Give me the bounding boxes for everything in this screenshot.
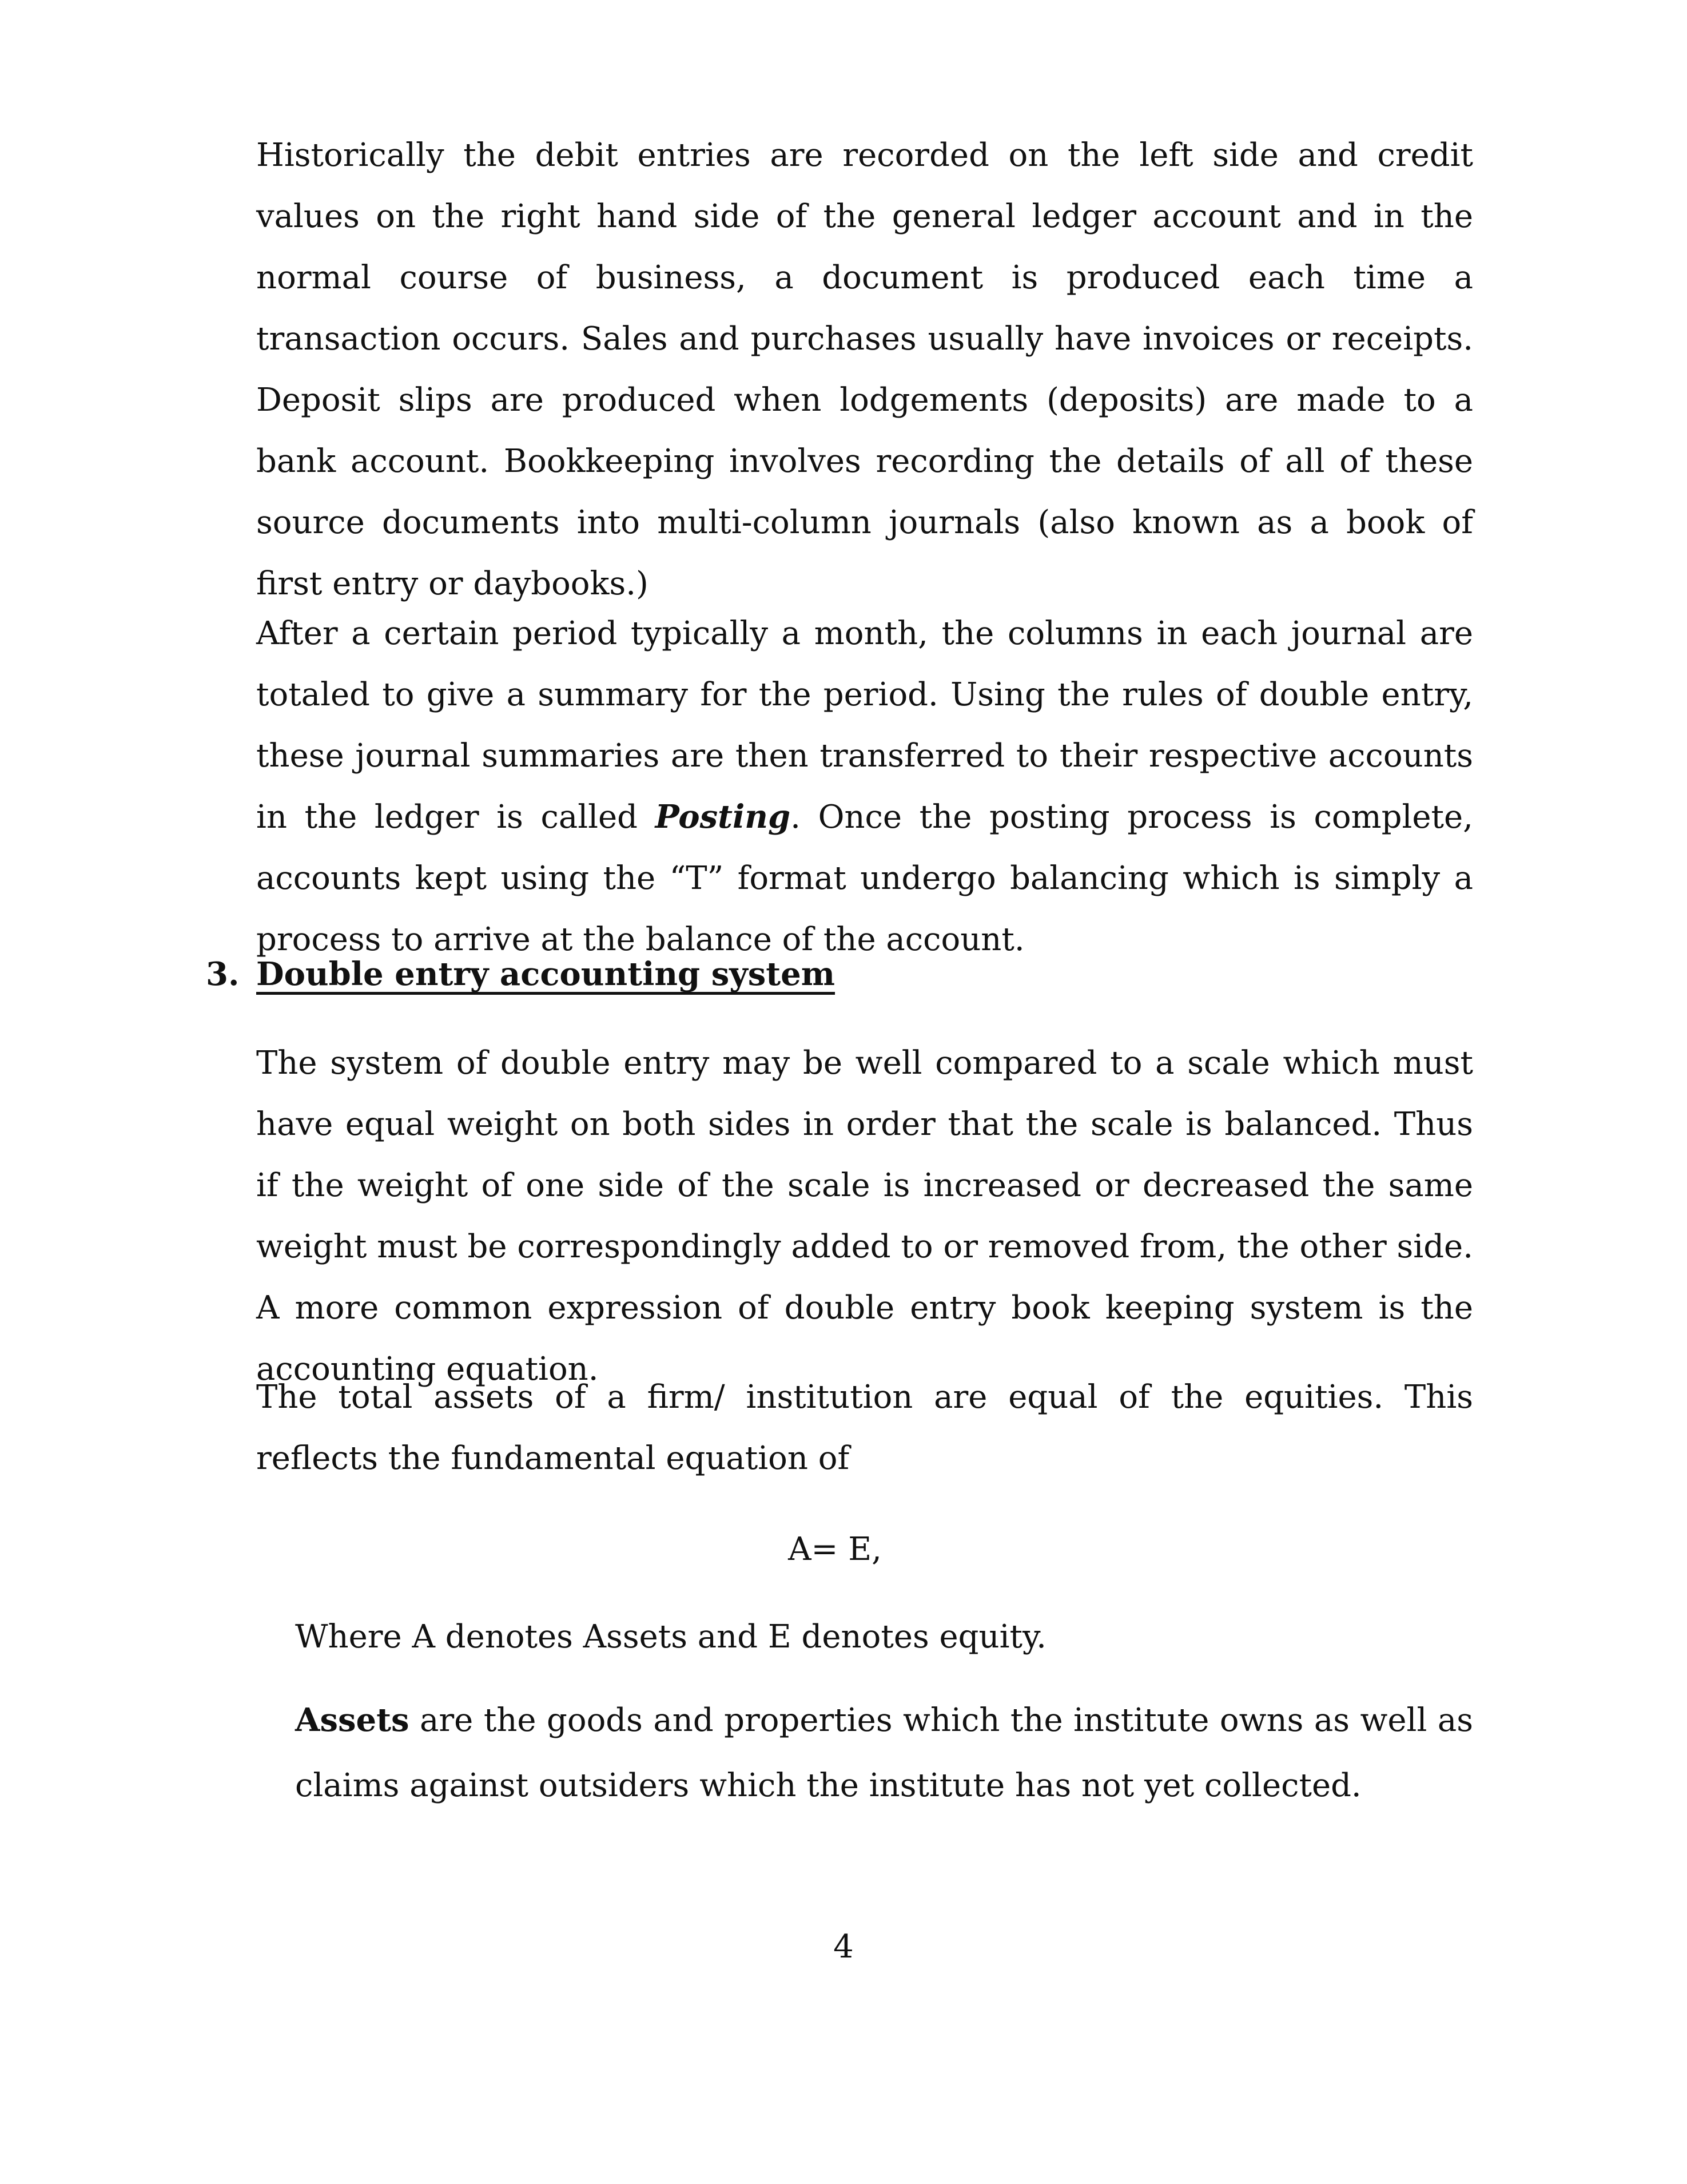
paragraph-double-entry-scale: The system of double entry may be well compared to a scale which must have equal weight on both sides in order that the scale is balanced. Thus if the weight of one side of the scale is increased or decreased the same weight must be correspondingly added to or removed from, the other side. A more common expression of double entry book keeping system is the accounting equation. — [256, 1045, 1473, 1388]
section-heading — [206, 944, 835, 1005]
page-number: 4 — [833, 1928, 854, 1965]
posting-text-after: . Once the posting process is complete, accounts kept using the “T” format undergo balancing which is simply a process to arrive at the balance of the account. — [256, 799, 1473, 958]
section-title: Double entry accounting system — [256, 955, 835, 993]
paragraph-total-assets: The total assets of a firm/ institution are equal of the equities. This reflects the fundamental equation of — [256, 1379, 1473, 1477]
posting-term: Posting — [655, 798, 791, 836]
paragraph-assets-definition — [295, 1687, 1473, 1818]
section-number: 3. — [206, 955, 240, 993]
assets-definition-text: are the goods and properties which the institute owns as well as claims against outsiders which the institute has not yet collected. — [295, 1702, 1473, 1804]
assets-term: Assets — [295, 1701, 409, 1739]
paragraph-posting — [256, 603, 1473, 970]
equation-text: A= E, — [788, 1531, 882, 1568]
posting-text-before: After a certain period typically a month, the columns in each journal are totaled to give a summary for the period. Using the rules of double entry, these journal summaries are then transferred to their respective accounts in the ledger is called — [256, 615, 1473, 836]
accounting-equation — [0, 1519, 1687, 1580]
paragraph-equation-definition: Where A denotes Assets and E denotes equity. — [295, 1618, 1047, 1655]
paragraph-ledger-history: Historically the debit entries are recorded on the left side and credit values on the right hand side of the general ledger account and in the normal course of business, a document is produced each time a transaction occurs. Sales and purchases usually have invoices or receipts. Deposit slips are produced when lodgements (deposits) are made to a bank account. Bookkeeping involves recording the details of all of these source documents into multi-column journals (also known as a book of first entry or daybooks.) — [256, 137, 1473, 602]
